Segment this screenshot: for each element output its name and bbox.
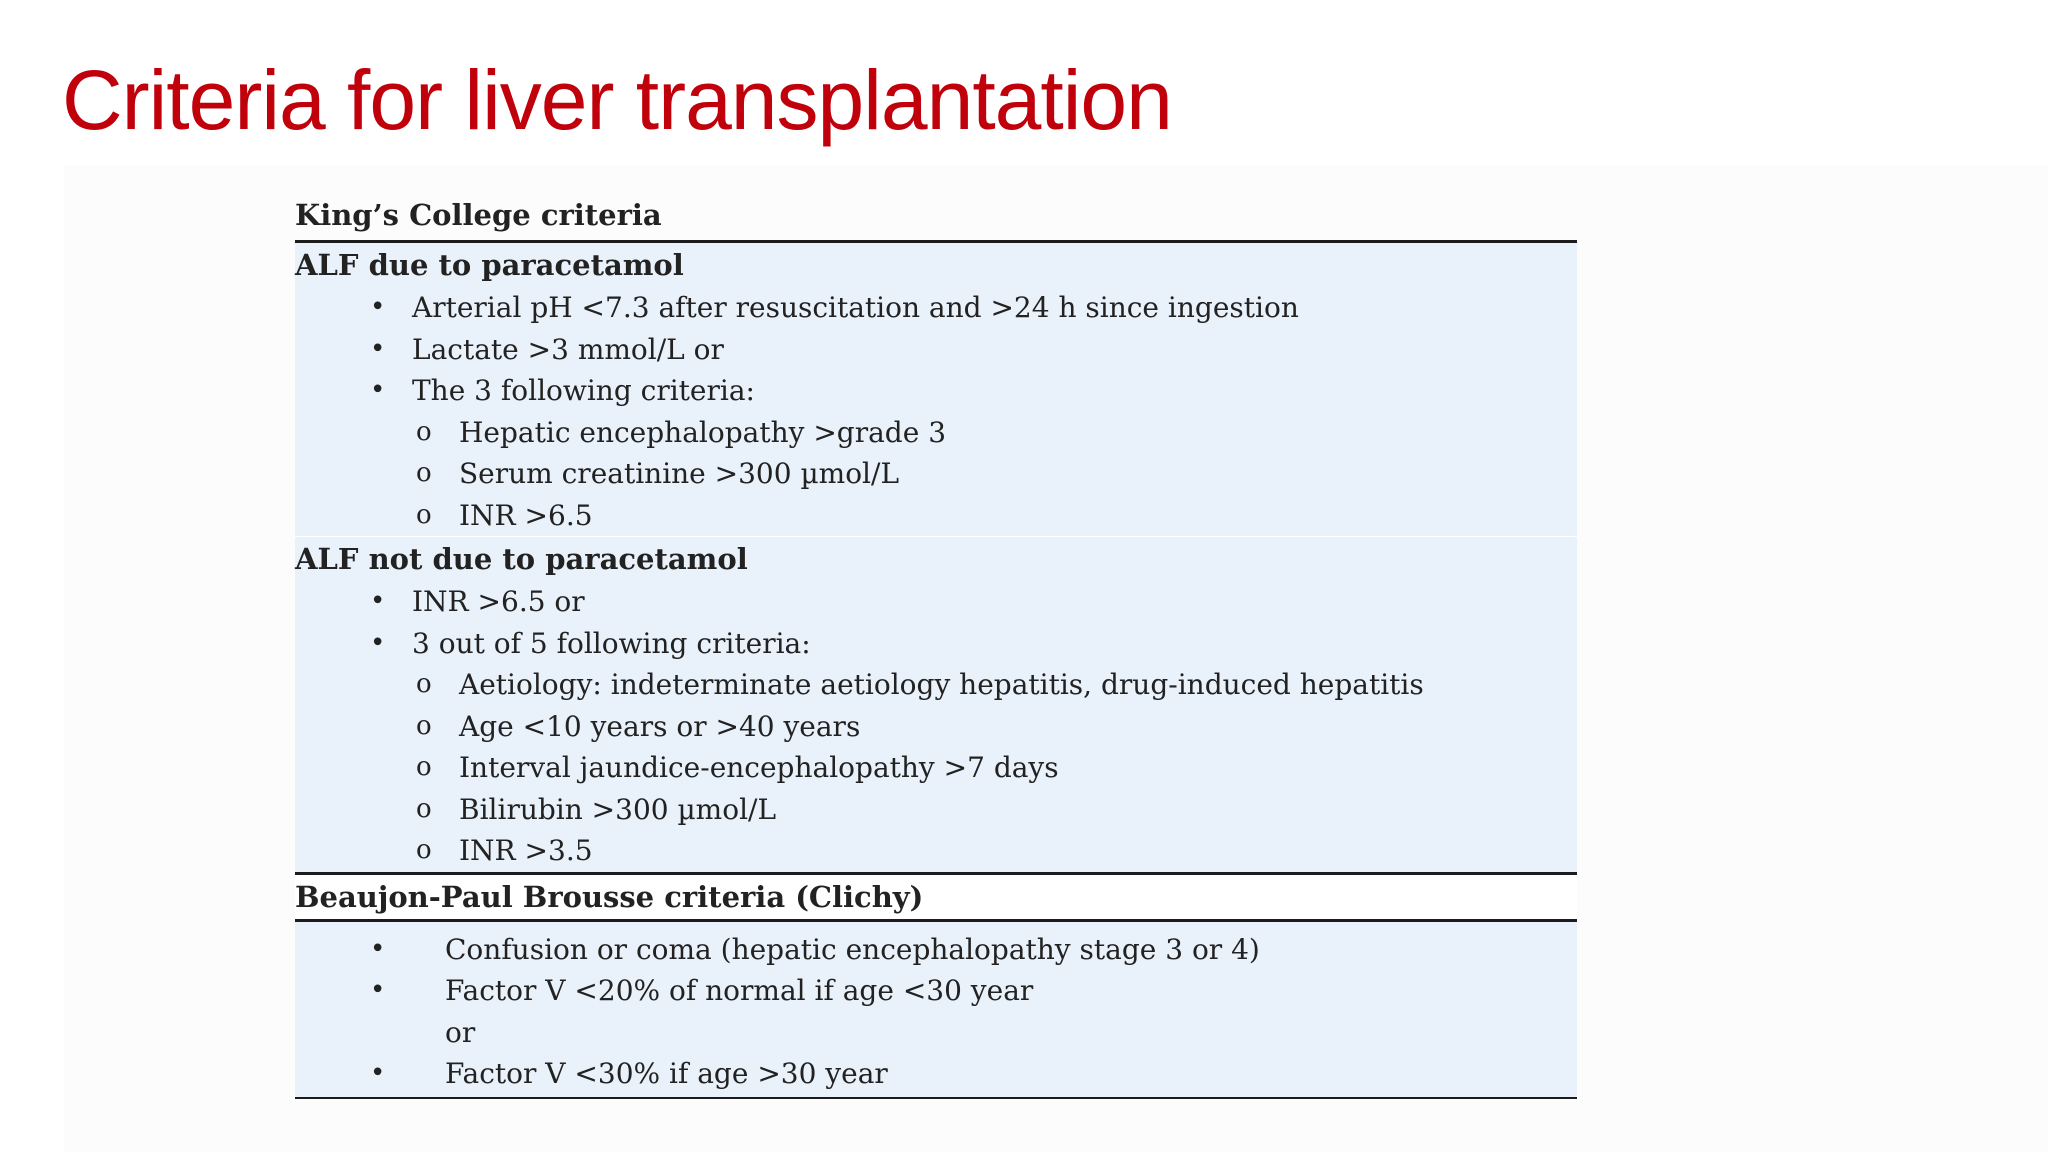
section-heading: ALF due to paracetamol bbox=[295, 248, 684, 282]
table-bottom-rule bbox=[295, 1097, 1577, 1099]
list-item bbox=[295, 970, 1577, 1012]
sub-list-item bbox=[295, 747, 1577, 789]
list-item-text: The 3 following criteria: bbox=[412, 374, 755, 407]
sub-bullet-marker: o bbox=[416, 710, 432, 741]
table-caption: King’s College criteria bbox=[295, 190, 1577, 243]
sub-list-item bbox=[295, 789, 1577, 831]
criteria-table bbox=[295, 190, 1577, 1099]
sub-bullet-marker: o bbox=[416, 416, 432, 447]
sub-list-item-text: Aetiology: indeterminate aetiology hepatitis, drug-induced hepatitis bbox=[459, 668, 1424, 701]
list-item bbox=[295, 370, 1577, 412]
sub-bullet-marker: o bbox=[416, 752, 432, 782]
list-item-text: or bbox=[445, 1015, 476, 1049]
slide-title: Criteria for liver transplantation bbox=[62, 53, 1172, 147]
sub-list-item bbox=[295, 664, 1577, 706]
list-item-text: INR >6.5 or bbox=[412, 585, 585, 618]
sub-bullet-marker: o bbox=[416, 458, 432, 488]
bullet-marker: • bbox=[370, 333, 386, 364]
sub-list-item-text: Interval jaundice-encephalopathy >7 days bbox=[459, 751, 1059, 784]
bullet-marker: • bbox=[370, 375, 386, 405]
list-item bbox=[295, 1012, 1577, 1054]
list-item-text: Factor V <20% of normal if age <30 year bbox=[445, 974, 1034, 1007]
list-item-text: Factor V <30% if age >30 year bbox=[445, 1057, 888, 1090]
beaujon-heading: Beaujon-Paul Brousse criteria (Clichy) bbox=[295, 875, 1577, 922]
list-item bbox=[295, 929, 1577, 971]
sub-list-item-text: INR >6.5 bbox=[459, 498, 593, 532]
sub-list-item-text: Hepatic encephalopathy >grade 3 bbox=[459, 415, 947, 449]
bullet-marker: • bbox=[370, 1058, 386, 1088]
bullet-marker: • bbox=[370, 933, 386, 964]
list-item bbox=[295, 623, 1577, 665]
sub-list-item bbox=[295, 495, 1577, 537]
sub-bullet-marker: o bbox=[416, 669, 432, 699]
sub-list-item-text: INR >3.5 bbox=[459, 834, 593, 867]
section-alf-not-paracetamol bbox=[295, 537, 1577, 872]
sub-list-item-text: Serum creatinine >300 µmol/L bbox=[459, 457, 900, 490]
bullet-marker: • bbox=[370, 586, 386, 616]
sub-list-item bbox=[295, 706, 1577, 748]
list-item bbox=[295, 329, 1577, 371]
sub-list-item-text: Age <10 years or >40 years bbox=[459, 709, 861, 743]
section-heading: ALF not due to paracetamol bbox=[295, 542, 748, 576]
list-item-text: 3 out of 5 following criteria: bbox=[412, 626, 811, 660]
sub-bullet-marker: o bbox=[416, 835, 432, 865]
sub-list-item bbox=[295, 830, 1577, 872]
list-item bbox=[295, 287, 1577, 329]
list-item-text: Confusion or coma (hepatic encephalopathy stage 3 or 4) bbox=[445, 932, 1260, 966]
list-item bbox=[295, 581, 1577, 623]
bullet-marker: • bbox=[370, 975, 386, 1005]
sub-list-item bbox=[295, 412, 1577, 454]
sub-list-item-text: Bilirubin >300 µmol/L bbox=[459, 792, 777, 826]
list-item bbox=[295, 1053, 1577, 1095]
list-item-text: Lactate >3 mmol/L or bbox=[412, 332, 724, 366]
bullet-marker: • bbox=[370, 627, 386, 658]
sub-bullet-marker: o bbox=[416, 793, 432, 824]
section-beaujon bbox=[295, 922, 1577, 1097]
sub-bullet-marker: o bbox=[416, 499, 432, 530]
section-alf-paracetamol bbox=[295, 243, 1577, 536]
bullet-marker: • bbox=[370, 292, 386, 322]
sub-list-item bbox=[295, 453, 1577, 495]
list-item-text: Arterial pH <7.3 after resuscitation and >24 h since ingestion bbox=[412, 291, 1299, 324]
